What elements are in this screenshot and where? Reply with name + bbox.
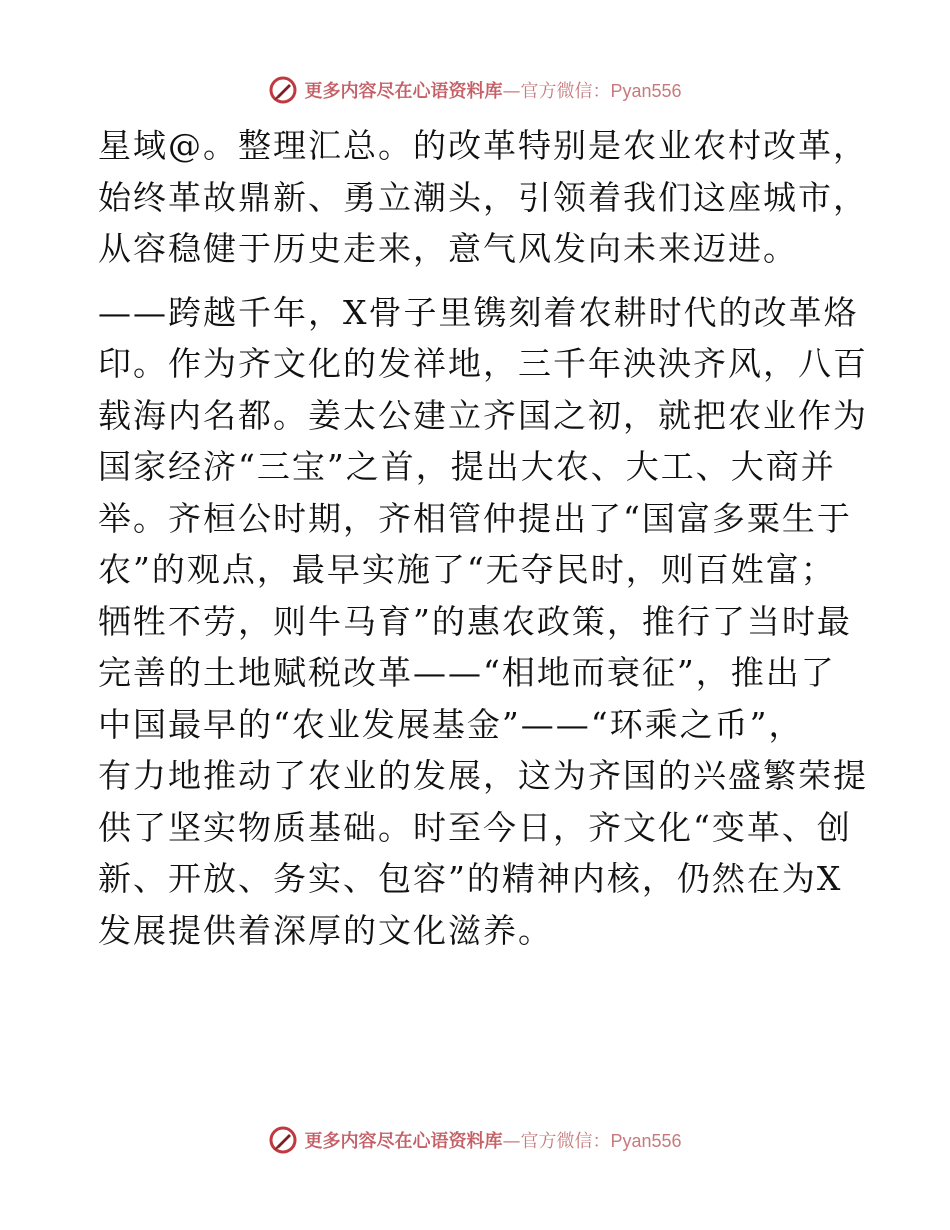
paragraph-2 — [98, 287, 868, 957]
header-site-name: 更多内容尽在心语资料库 — [304, 81, 503, 102]
text-line: 载海内名都。姜太公建立齐国之初，就把农业作为 — [98, 395, 868, 435]
text-line: 中国最早的“农业发展基金”——“环乘之币”， — [98, 704, 804, 744]
header-separator: — — [502, 81, 521, 102]
text-line: 牺牲不劳，则牛马育”的惠农政策，推行了当时最 — [98, 601, 852, 641]
text-line: 星域@。整理汇总。的改革特别是农业农村改革， — [98, 126, 868, 165]
text-line: 印。作为齐文化的发祥地，三千年泱泱齐风，八百 — [98, 344, 868, 383]
pen-circle-logo-icon — [268, 75, 298, 105]
text-line: 举。齐桓公时期，齐相管仲提出了“国富多粟生于 — [98, 498, 852, 538]
footer-site-name: 更多内容尽在心语资料库 — [304, 1131, 503, 1152]
text-line: 农”的观点，最早实施了“无夺民时，则百姓富； — [98, 550, 836, 589]
footer-contact-label: 官方微信： — [520, 1131, 611, 1152]
text-line: 新、开放、务实、包容”的精神内核，仍然在为X — [98, 859, 843, 898]
text-line: 完善的土地赋税改革——“相地而衰征”，推出了 — [98, 653, 836, 692]
header-contact-id: Pyan556 — [610, 81, 682, 101]
text-line: 发展提供着深厚的文化滋养。 — [98, 910, 553, 950]
header-banner — [0, 72, 950, 108]
pen-circle-logo-icon — [268, 1125, 298, 1155]
footer-banner — [0, 1122, 950, 1158]
text-line: 国家经济“三宝”之首，提出大农、大工、大商并 — [98, 447, 836, 486]
text-line: 供了坚实物质基础。时至今日，齐文化“变革、创 — [98, 807, 852, 847]
footer-separator: — — [502, 1131, 521, 1152]
document-body — [98, 120, 868, 956]
text-line: 从容稳健于历史走来，意气风发向未来迈进。 — [98, 229, 798, 268]
footer-banner-text — [304, 1127, 681, 1153]
text-line: 始终革故鼎新、勇立潮头，引领着我们这座城市， — [98, 177, 868, 217]
text-line: ——跨越千年，X骨子里镌刻着农耕时代的改革烙 — [98, 292, 859, 332]
text-line: 有力地推动了农业的发展，这为齐国的兴盛繁荣提 — [98, 756, 868, 795]
header-contact-label: 官方微信： — [520, 81, 611, 102]
header-banner-text — [304, 77, 681, 103]
paragraph-1 — [98, 120, 868, 275]
footer-contact-id: Pyan556 — [610, 1131, 682, 1151]
